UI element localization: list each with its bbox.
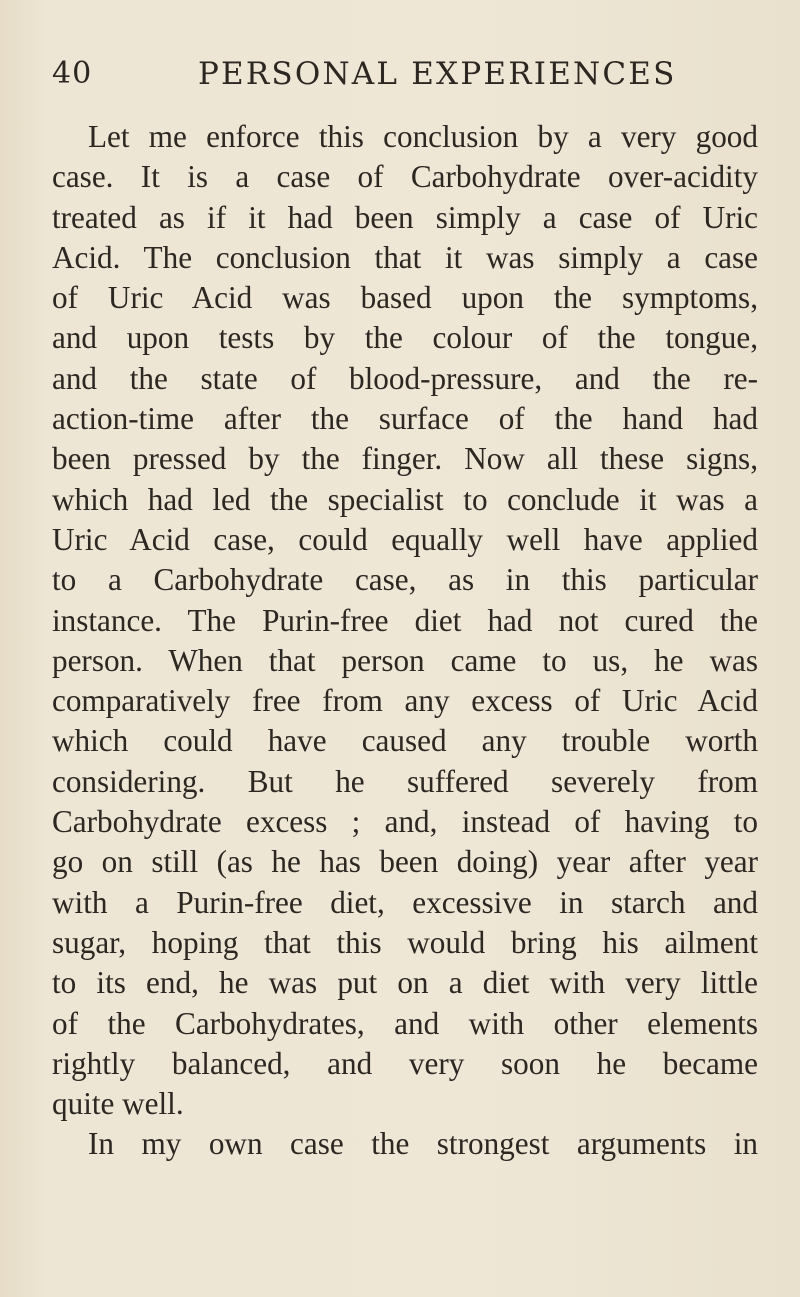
- text-line: go on still (as he has been doing) year after year: [52, 844, 758, 880]
- text-line: Let me enforce this conclusion by a very good: [88, 119, 758, 154]
- text-line: been pressed by the finger. Now all these signs,: [52, 441, 758, 477]
- text-line: instance. The Purin-free diet had not cured the: [52, 602, 758, 638]
- text-line: quite well.: [52, 1086, 184, 1122]
- text-line: rightly balanced, and very soon he became: [52, 1045, 758, 1081]
- text-line: to a Carbohydrate case, as in this particular: [52, 562, 758, 598]
- text-line: Acid. The conclusion that it was simply a case: [52, 239, 758, 275]
- text-line: which could have caused any trouble worth: [52, 723, 758, 759]
- text-line: considering. But he suffered severely from: [52, 763, 758, 799]
- text-line: to its end, he was put on a diet with very little: [52, 965, 758, 1001]
- text-line: of the Carbohydrates, and with other elements: [52, 1005, 758, 1041]
- text-line: which had led the specialist to conclude it was a: [52, 481, 758, 517]
- body-text: [52, 117, 758, 1165]
- text-line: treated as if it had been simply a case of Uric: [52, 199, 758, 235]
- text-line: action-time after the surface of the hand had: [52, 401, 758, 437]
- text-line: of Uric Acid was based upon the symptoms,: [52, 280, 758, 316]
- text-line: person. When that person came to us, he was: [52, 642, 758, 678]
- text-line: case. It is a case of Carbohydrate over-acidity: [52, 159, 758, 195]
- running-title: PERSONAL EXPERIENCES: [198, 56, 677, 92]
- page-number: 40: [52, 56, 93, 91]
- text-line: Carbohydrate excess ; and, instead of having to: [52, 804, 758, 840]
- text-line: In my own case the strongest arguments in: [88, 1126, 758, 1162]
- text-line: and the state of blood-pressure, and the re-: [52, 360, 758, 396]
- text-line: and upon tests by the colour of the tongue,: [52, 320, 758, 356]
- text-line: with a Purin-free diet, excessive in starch and: [52, 884, 758, 920]
- running-head: [52, 56, 752, 100]
- text-line: comparatively free from any excess of Uric Acid: [52, 683, 758, 719]
- text-line: Uric Acid case, could equally well have applied: [52, 521, 758, 557]
- text-line: sugar, hoping that this would bring his ailment: [52, 924, 758, 960]
